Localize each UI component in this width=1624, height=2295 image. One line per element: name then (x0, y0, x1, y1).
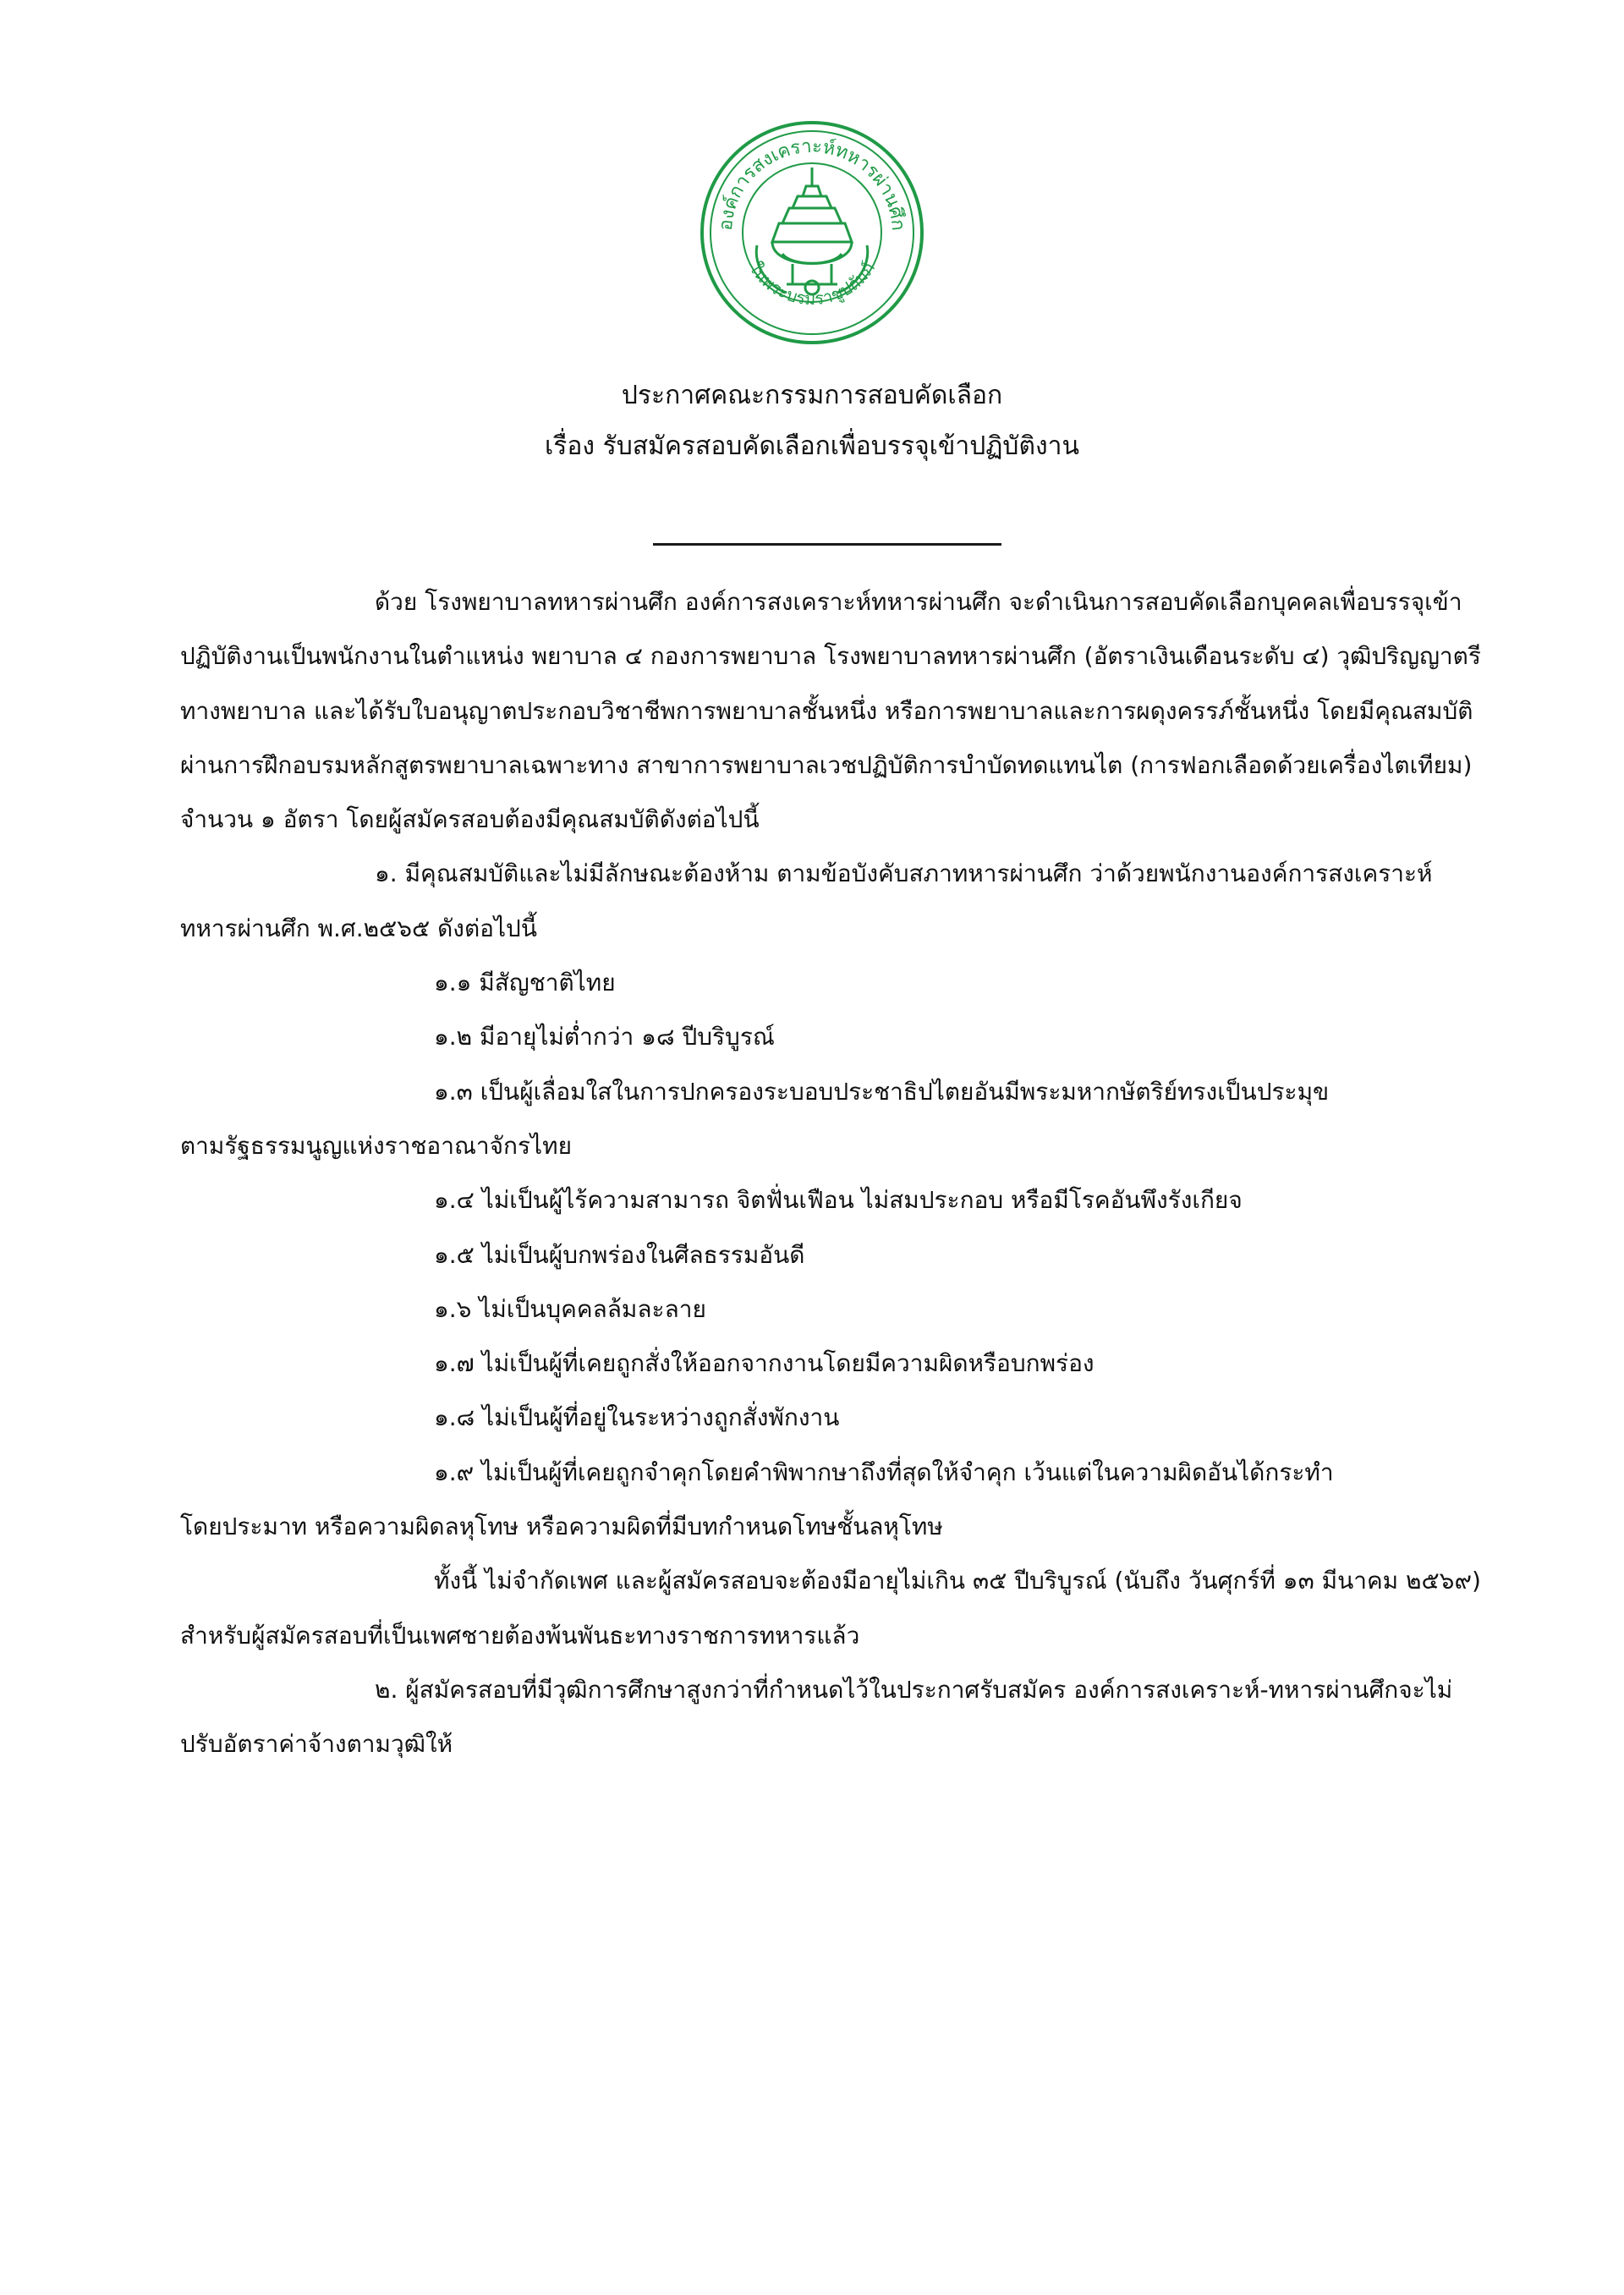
list-item-continuation: ตามรัฐธรรมนูญแห่งราชอาณาจักรไทย (180, 1131, 572, 1160)
list-item: ๑.๓ เป็นผู้เลื่อมใสในการปกครองระบอบประชาธิปไตยอันมีพระมหากษัตริย์ทรงเป็นประมุข (434, 1077, 1330, 1106)
intro-paragraph: ด้วย โรงพยาบาลทหารผ่านศึก องค์การสงเคราะห์ทหารผ่านศึก จะดำเนินการสอบคัดเลือกบุคคลเพื่อบรรจุเข้าปฏิบัติงานเป็นพนักงานในตำแหน่ง พยาบาล ๔ กองการพยาบาล โรงพยาบาลทหารผ่านศึก (อัตราเงินเดือนระดับ ๔) วุฒิปริญญาตรีทางพยาบาล และได้รับใบอนุญาตประกอบวิชาชีพการพยาบาลชั้นหนึ่ง หรือการพยาบาลและการผดุงครรภ์ชั้นหนึ่ง โดยมีคุณสมบัติผ่านการฝึกอบรมหลักสูตรพยาบาลเฉพาะทาง สาขาการพยาบาลเวชปฏิบัติการบำบัดทดแทนไต (การฟอกเลือดด้วยเครื่องไตเทียม) จำนวน ๑ อัตรา โดยผู้สมัครสอบต้องมีคุณสมบัติดังต่อไปนี้ (180, 588, 1481, 834)
age-note-paragraph: ทั้งนี้ ไม่จำกัดเพศ และผู้สมัครสอบจะต้องมีอายุไม่เกิน ๓๕ ปีบริบูรณ์ (นับถึง วันศุกร์ที่ ๑๓ มีนาคม ๒๕๖๙) สำหรับผู้สมัครสอบที่เป็นเพศชายต้องพ้นพันธะทางราชการทหารแล้ว (180, 1567, 1481, 1650)
section-2-paragraph: ๒. ผู้สมัครสอบที่มีวุฒิการศึกษาสูงกว่าที่กำหนดไว้ในประกาศรับสมัคร องค์การสงเคราะห์-ทหารผ่านศึกจะไม่ปรับอัตราค่าจ้างตามวุฒิให้ (180, 1675, 1453, 1759)
announcement-title: ประกาศคณะกรรมการสอบคัดเลือก (621, 381, 1003, 410)
organization-seal-logo (698, 118, 926, 347)
title-divider (653, 543, 1001, 546)
announcement-subject: เรื่อง รับสมัครสอบคัดเลือกเพื่อบรรจุเข้าปฏิบัติงาน (545, 431, 1079, 461)
list-item: ๑.๒ มีอายุไม่ต่ำกว่า ๑๘ ปีบริบูรณ์ (434, 1023, 775, 1051)
list-item: ๑.๔ ไม่เป็นผู้ไร้ความสามารถ จิตฟั่นเฟือน ไม่สมประกอบ หรือมีโรคอันพึงรังเกียจ (434, 1186, 1243, 1215)
list-item: ๑.๑ มีสัญชาติไทย (434, 969, 616, 997)
section-1-paragraph: ๑. มีคุณสมบัติและไม่มีลักษณะต้องห้าม ตามข้อบังคับสภาทหารผ่านศึก ว่าด้วยพนักงานองค์การสงเคราะห์ทหารผ่านศึก พ.ศ.๒๕๖๕ ดังต่อไปนี้ (180, 859, 1433, 942)
list-item: ๑.๖ ไม่เป็นบุคคลล้มละลาย (434, 1294, 706, 1323)
document-body (180, 575, 1483, 1772)
list-item: ๑.๗ ไม่เป็นผู้ที่เคยถูกสั่งให้ออกจากงานโดยมีความผิดหรือบกพร่อง (434, 1349, 1095, 1378)
seal-bottom-text: ในพระบรมราชูปถัมภ์ (745, 258, 879, 310)
list-item-continuation: โดยประมาท หรือความผิดลหุโทษ หรือความผิดที่มีบทกำหนดโทษชั้นลหุโทษ (180, 1513, 943, 1541)
seal-top-text: องค์การสงเคราะห์ทหารผ่านศึก (715, 135, 909, 232)
list-item: ๑.๙ ไม่เป็นผู้ที่เคยถูกจำคุกโดยคำพิพากษาถึงที่สุดให้จำคุก เว้นแต่ในความผิดอันได้กระทำ (434, 1458, 1334, 1486)
list-item: ๑.๘ ไม่เป็นผู้ที่อยู่ในระหว่างถูกสั่งพักงาน (434, 1403, 840, 1432)
list-item: ๑.๕ ไม่เป็นผู้บกพร่องในศีลธรรมอันดี (434, 1240, 805, 1269)
